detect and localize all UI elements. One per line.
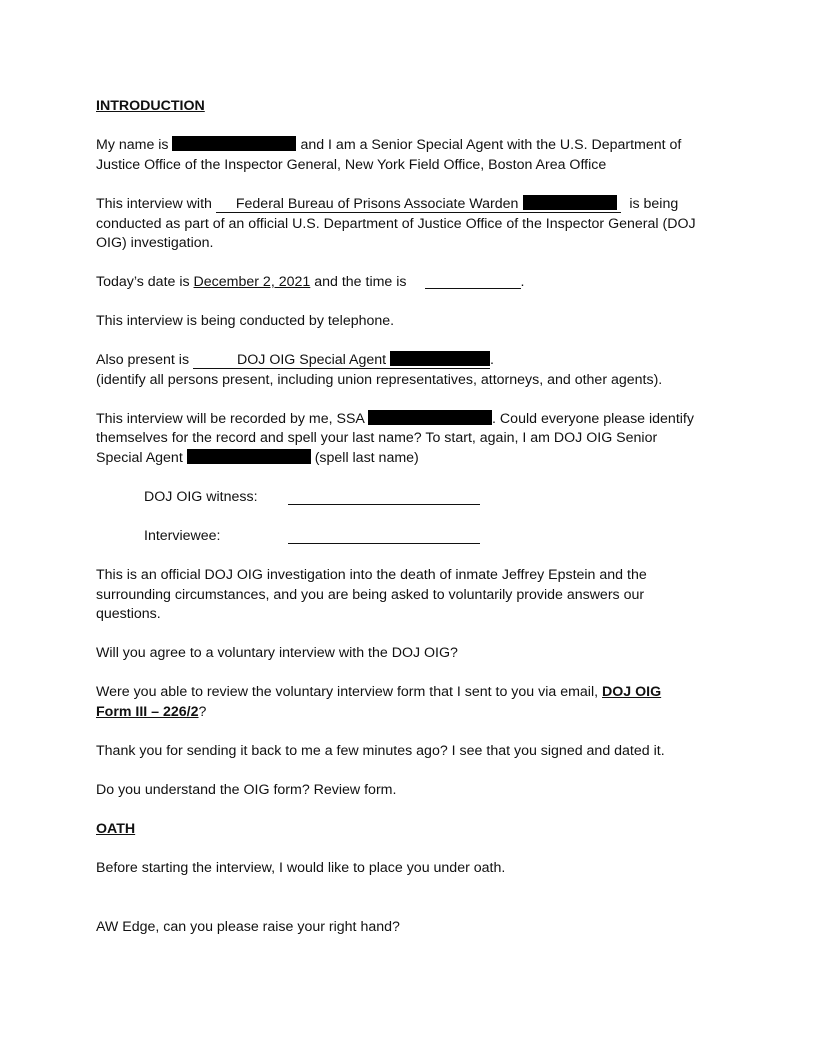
p12-line: Before starting the interview, I would like to place you under oath. xyxy=(96,860,506,876)
time-blank xyxy=(425,274,521,289)
form-number: Form III – 226/2 xyxy=(96,704,199,720)
oath-heading: OATH xyxy=(96,821,136,837)
witness-label: DOJ OIG witness: xyxy=(144,489,258,505)
text: DOJ OIG Special Agent xyxy=(237,352,387,368)
p1-line2: Justice Office of the Inspector General, New York Field Office, Boston Area Office xyxy=(96,157,607,173)
p5-line2: (identify all persons present, including union representatives, attorneys, and other agents). xyxy=(96,372,663,388)
p7-line2: surrounding circumstances, and you are being asked to voluntarily provide answers our xyxy=(96,587,645,603)
p11-line: Do you understand the OIG form? Review form. xyxy=(96,782,397,798)
introduction-heading: INTRODUCTION xyxy=(96,98,205,114)
text: and the time is xyxy=(314,274,407,290)
text: Federal Bureau of Prisons Associate Warden xyxy=(235,196,519,212)
form-name: DOJ OIG xyxy=(602,684,662,700)
text: This interview with xyxy=(96,196,212,212)
text: Special Agent xyxy=(96,450,183,466)
p2-line3: OIG) investigation. xyxy=(96,235,214,251)
text: Today’s date is xyxy=(96,274,190,290)
p4-line: This interview is being conducted by telephone. xyxy=(96,313,395,329)
interviewee-label: Interviewee: xyxy=(144,528,221,544)
p6-line2: themselves for the record and spell your last name? To start, again, I am DOJ OIG Senior xyxy=(96,430,658,446)
redaction-box xyxy=(368,410,492,425)
p9-line2 xyxy=(96,703,206,722)
interview-date: December 2, 2021 xyxy=(193,274,311,290)
text: Were you able to review the voluntary interview form that I sent to you via email, xyxy=(96,684,599,700)
text: Also present is xyxy=(96,352,190,368)
text: . xyxy=(520,274,525,290)
p8-line: Will you agree to a voluntary interview with the DOJ OIG? xyxy=(96,645,458,661)
redaction-box xyxy=(523,195,617,210)
also-present-field xyxy=(193,351,490,369)
text: and I am a Senior Special Agent with the U.S. Department of xyxy=(300,137,682,153)
p5-line1 xyxy=(96,351,494,370)
text: (spell last name) xyxy=(314,450,419,466)
p6-line1 xyxy=(96,410,694,429)
text: This interview will be recorded by me, SSA xyxy=(96,411,365,427)
p7-line3: questions. xyxy=(96,606,161,622)
p2-line1 xyxy=(96,195,678,214)
p1-line1 xyxy=(96,136,681,155)
p9-line1 xyxy=(96,683,661,702)
redaction-box xyxy=(187,449,311,464)
interviewee-blank xyxy=(288,529,480,544)
p10-line: Thank you for sending it back to me a few minutes ago? I see that you signed and dated it. xyxy=(96,743,665,759)
p3-line xyxy=(96,273,524,292)
witness-blank xyxy=(288,490,480,505)
text: . xyxy=(490,352,494,368)
redaction-box xyxy=(390,351,490,366)
p2-line2: conducted as part of an official U.S. Department of Justice Office of the Inspector General (DOJ xyxy=(96,216,696,232)
text: . Could everyone please identify xyxy=(492,411,694,427)
p13-line: AW Edge, can you please raise your right hand? xyxy=(96,919,400,935)
p7-line1: This is an official DOJ OIG investigation into the death of inmate Jeffrey Epstein and the xyxy=(96,567,647,583)
text: My name is xyxy=(96,137,169,153)
p6-line3 xyxy=(96,449,419,468)
redaction-box xyxy=(172,136,296,151)
warden-field xyxy=(216,195,622,213)
text: is being xyxy=(629,196,679,212)
text: ? xyxy=(198,704,207,720)
